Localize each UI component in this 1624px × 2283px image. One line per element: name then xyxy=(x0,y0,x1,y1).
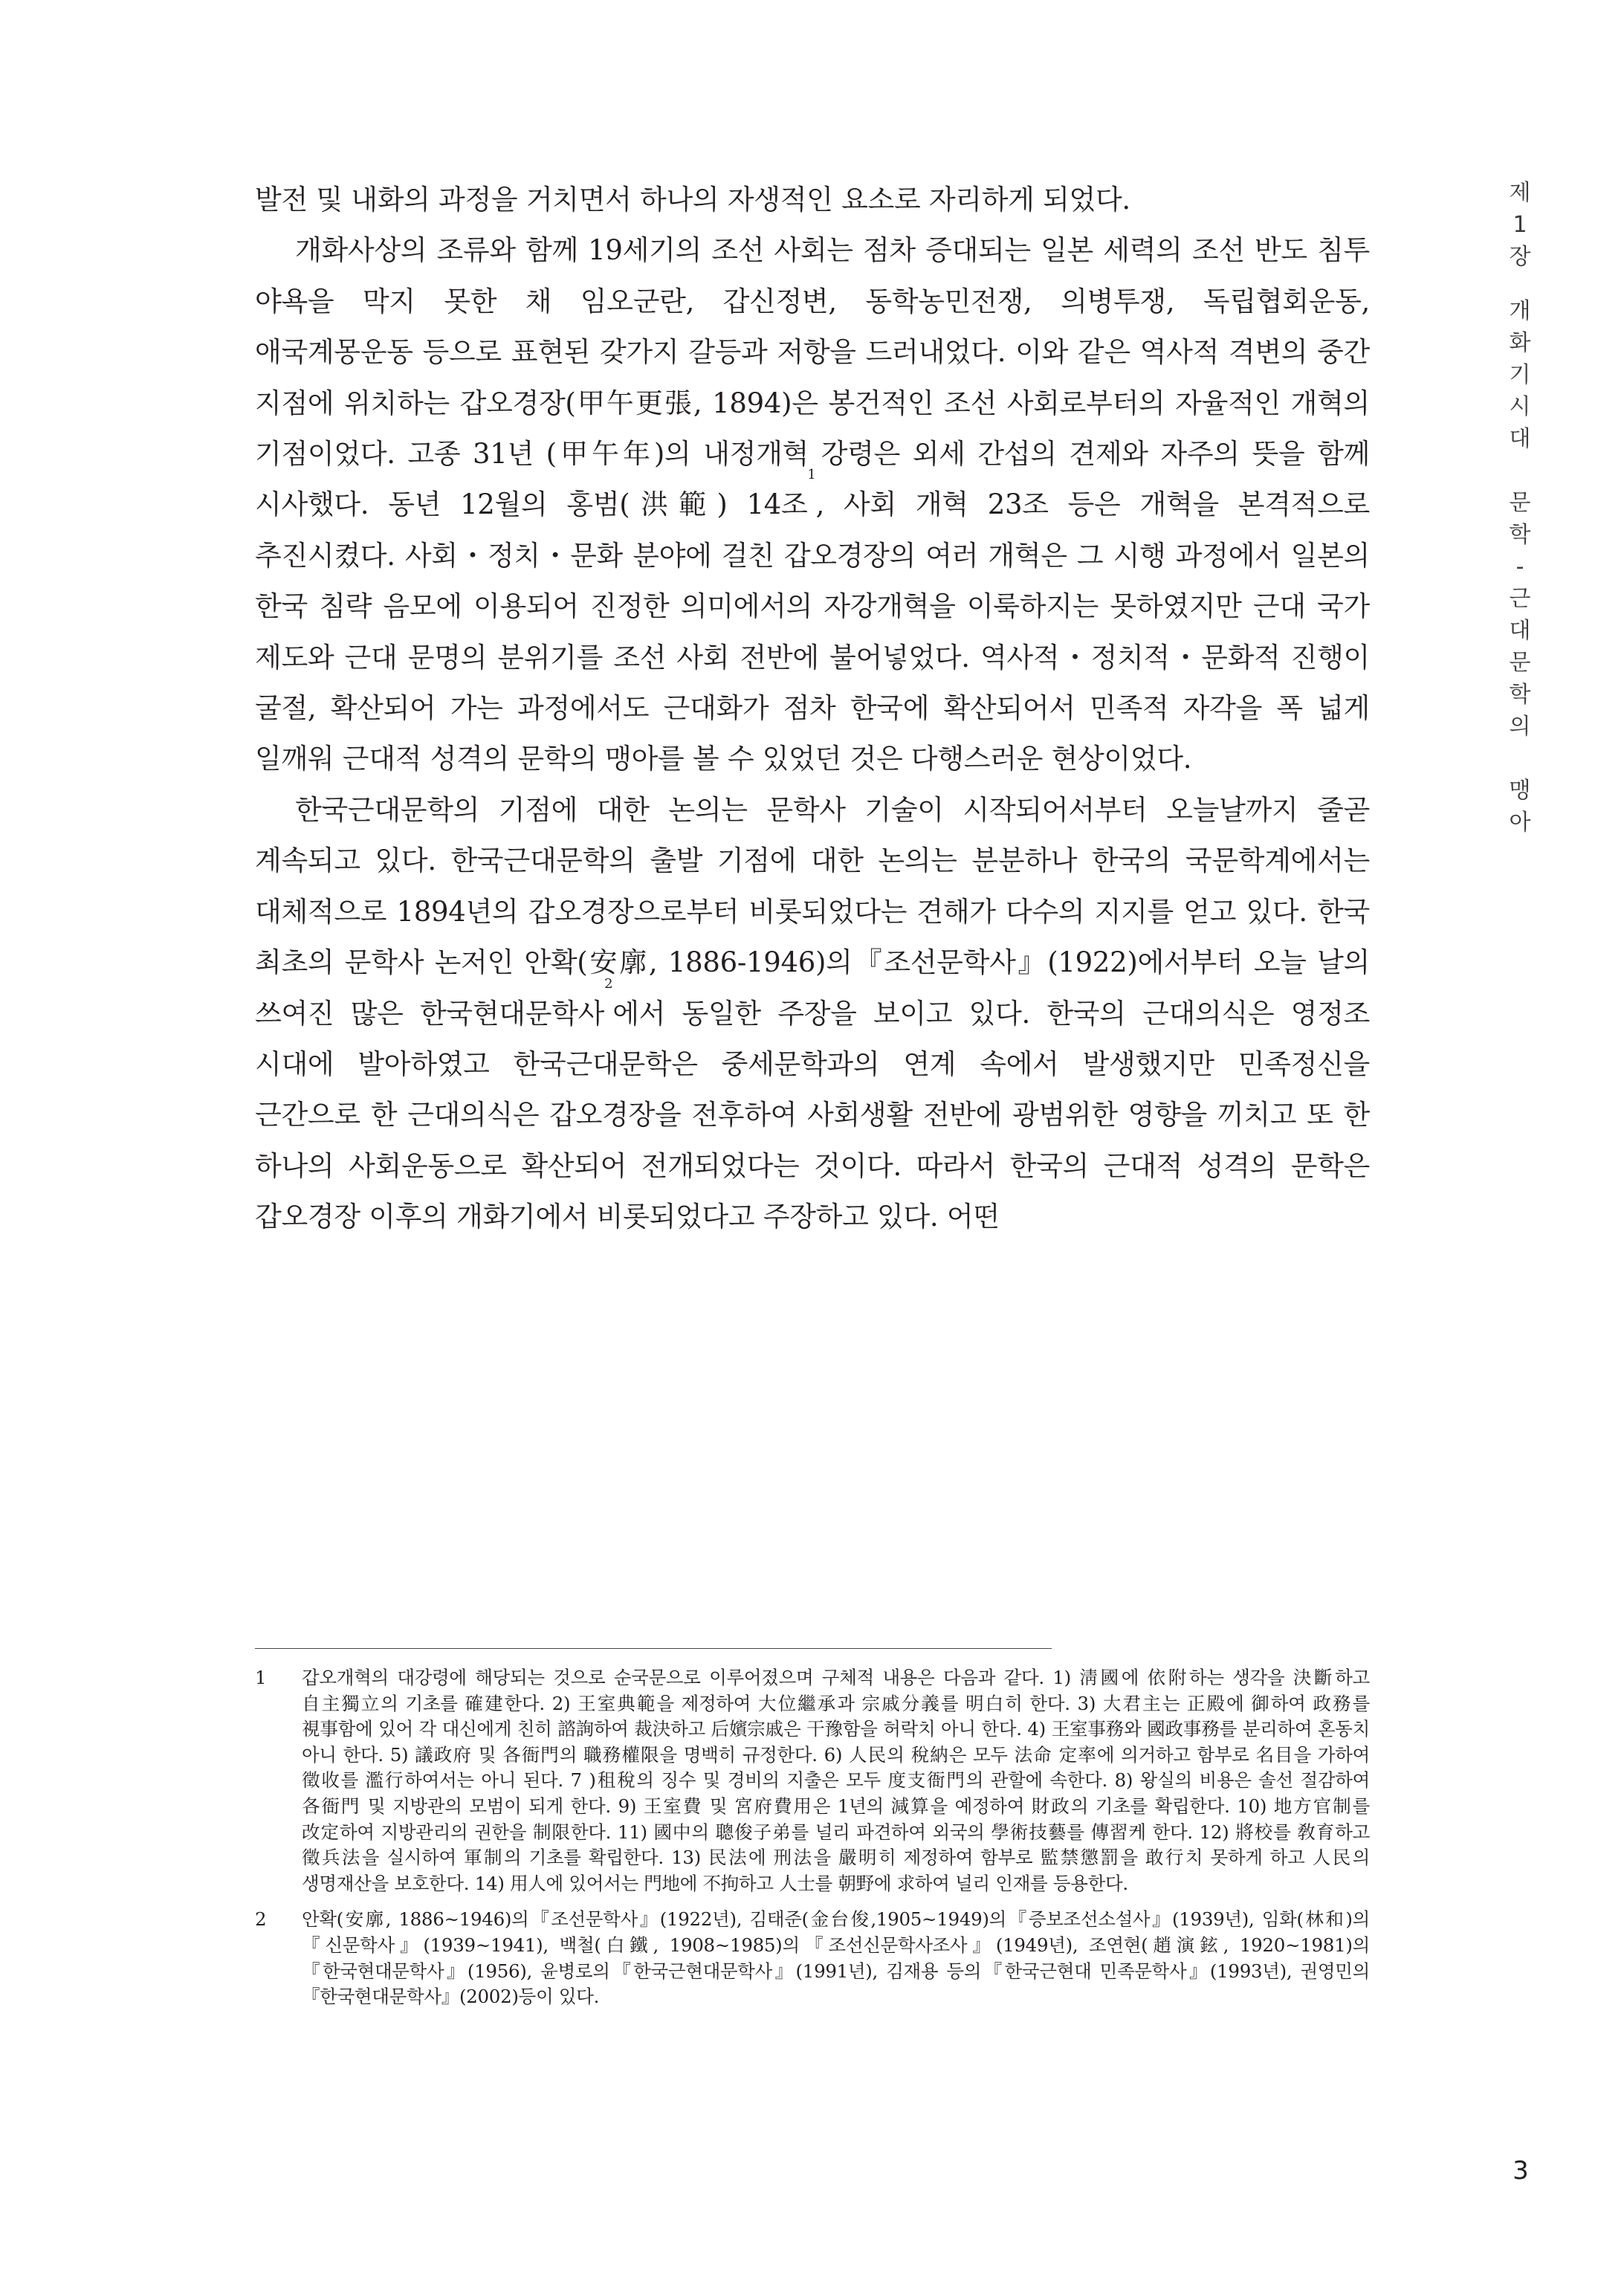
paragraph-text: 에서 동일한 주장을 보이고 있다. 한국의 근대의식은 영정조 시대에 발아하였고 한국근대문학은 중세문학과의 연계 속에서 발생했지만 민족정신을 근간으로 한 근대의식은 갑오경장을 전후하여 사회생활 전반에 광범위한 영향을 끼치고 또 한 하나의 사회운동으로 확산되어 전개되었다는 것이다. 따라서 한국의 근대적 성격의 문학은 갑오경장 이후의 개화기에서 비롯되었다고 주장하고 있다. 어떤 xyxy=(255,997,1370,1233)
header-char: 대 xyxy=(1509,426,1531,452)
footnote-ref[interactable]: 1 xyxy=(807,467,816,483)
header-char: 개 xyxy=(1509,298,1531,324)
footnotes xyxy=(255,1665,1370,2021)
paragraph-text: 한국근대문학의 기점에 대한 논의는 문학사 기술이 시작되어서부터 오늘날까지 줄곧 계속되고 있다. 한국근대문학의 출발 기점에 대한 논의는 분분하나 한국의 국문학계에서는 대체적으로 1894년의 갑오경장으로부터 비롯되었다는 견해가 다수의 지지를 얻고 있다. 한국 최초의 문학사 논저인 안확(安廓, 1886-1946)의『조선문학사』(1922)에서부터 오늘 날의 쓰여진 많은 한국현대문학사 xyxy=(255,793,1370,1030)
paragraph xyxy=(255,225,1370,784)
header-char: 학 xyxy=(1509,682,1531,708)
paragraph: 발전 및 내화의 과정을 거치면서 하나의 자생적인 요소로 자리하게 되었다. xyxy=(255,184,1130,216)
paragraph-text: 개화사상의 조류와 함께 19세기의 조선 사회는 점차 증대되는 일본 세력의 조선 반도 침투 야욕을 막지 못한 채 임오군란, 갑신정변, 동학농민전쟁, 의병투쟁, 독립협회운동, 애국계몽운동 등으로 표현된 갖가지 갈등과 저항을 드러내었다. 이와 같은 역사적 격변의 중간 지점에 위치하는 갑오경장(甲午更張, 1894)은 봉건적인 조선 사회로부터의 자율적인 개혁의 기점이었다. 고종 31년 (甲午年)의 내정개혁 강령은 외세 간섭의 견제와 자주의 뜻을 함께 시사했다. 동년 12월의 홍범(洪範) 14조 xyxy=(255,234,1370,521)
header-char: 1 xyxy=(1513,212,1527,238)
footnote-text: 갑오개혁의 대강령에 해당되는 것으로 순국문으로 이루어졌으며 구체적 내용은 다음과 같다. 1) 淸國에 依附하는 생각을 決斷하고 自主獨立의 기초를 確建한다. 2) 王室典範을 제정하여 大位繼承과 宗戚分義를 明白히 한다. 3) 大君主는 正殿에 御하여 政務를 視事함에 있어 각 대신에게 친히 諮詢하여 裁決하고 后嬪宗戚은 干豫함을 허락치 아니 한다. 4) 王室事務와 國政事務를 분리하여 혼동치 아니 한다. 5) 議政府 및 各衙門의 職務權限을 명백히 규정한다. 6) 人民의 稅納은 모두 法命 定率에 의거하고 함부로 名目을 가하여 徵收를 濫行하여서는 아니 된다. 7 )租稅의 징수 및 경비의 지출은 모두 度支衙門의 관할에 속한다. 8) 왕실의 비용은 솔선 절감하여 各衙門 및 지방관의 모범이 되게 한다. 9) 王室費 및 宮府費用은 1년의 減算을 예정하여 財政의 기초를 확립한다. 10) 地方官制를 改定하여 지방관리의 권한을 制限한다. 11) 國中의 聰俊子弟를 널리 파견하여 외국의 學術技藝를 傳習케 한다. 12) 將校를 敎育하고 徵兵法을 실시하여 軍制의 기초를 확립한다. 13) 民法에 刑法을 嚴明히 제정하여 함부로 監禁懲罰을 敢行치 못하게 하고 人民의 생명재산을 보호한다. 14) 用人에 있어서는 門地에 不拘하고 人士를 朝野에 求하여 널리 인재를 등용한다. xyxy=(302,1667,1370,1894)
chapter-title xyxy=(1500,295,1540,839)
header-char: 학 xyxy=(1509,522,1531,548)
header-char: 문 xyxy=(1509,490,1531,516)
header-char: 기 xyxy=(1509,362,1531,388)
footnote-2 xyxy=(255,1907,1370,2009)
footnote-1 xyxy=(255,1665,1370,1896)
header-char: 문 xyxy=(1509,650,1531,676)
chapter-label xyxy=(1500,177,1540,273)
footnote-text: 안확(安廓, 1886~1946)의『조선문학사』(1922년), 김태준(金台俊,1905~1949)의『증보조선소설사』(1939년), 임화(林和)의『신문학사』(1939~1941), 백철(白鐵, 1908~1985)의『조선신문학사조사』(1949년), 조연현(趙演鉉, 1920~1981)의『한국현대문학사』(1956), 윤병로의『한국근현대문학사』(1991년), 김재용 등의『한국근현대 민족문학사』(1993년), 권영민의『한국현대문학사』(2002)등이 있다. xyxy=(302,1908,1370,2008)
header-char: 화 xyxy=(1509,330,1531,356)
header-char: 근 xyxy=(1509,586,1531,612)
header-char: 제 xyxy=(1509,180,1531,206)
header-char: 맹 xyxy=(1509,778,1531,804)
footnote-ref[interactable]: 2 xyxy=(604,975,613,992)
header-char xyxy=(1500,455,1540,487)
running-header xyxy=(1500,177,1540,839)
main-body-text xyxy=(255,175,1370,1243)
header-char: 의 xyxy=(1509,714,1531,740)
header-char xyxy=(1500,743,1540,775)
page-number: 3 xyxy=(1513,2156,1529,2186)
footnote-number: 2 xyxy=(255,1908,267,1931)
header-char: 시 xyxy=(1509,394,1531,420)
header-char: 장 xyxy=(1509,244,1531,270)
header-char: - xyxy=(1515,554,1524,580)
header-char: 아 xyxy=(1509,810,1531,836)
paragraph-text: , 사회 개혁 23조 등은 개혁을 본격적으로 추진시켰다. 사회・정치・문화 분야에 걸친 갑오경장의 여러 개혁은 그 시행 과정에서 일본의 한국 침략 음모에 이용되어 진정한 의미에서의 자강개혁을 이룩하지는 못하였지만 근대 국가 제도와 근대 문명의 분위기를 조선 사회 전반에 불어넣었다. 역사적・정치적・문화적 진행이 굴절, 확산되어 가는 과정에서도 근대화가 점차 한국에 확산되어서 민족적 자각을 폭 넓게 일깨워 근대적 성격의 문학의 맹아를 볼 수 있었던 것은 다행스러운 현상이었다. xyxy=(255,488,1370,775)
header-char: 대 xyxy=(1509,618,1531,644)
footnote-divider xyxy=(255,1648,1052,1649)
paragraph xyxy=(255,785,1370,1243)
footnote-number: 1 xyxy=(255,1667,267,1688)
